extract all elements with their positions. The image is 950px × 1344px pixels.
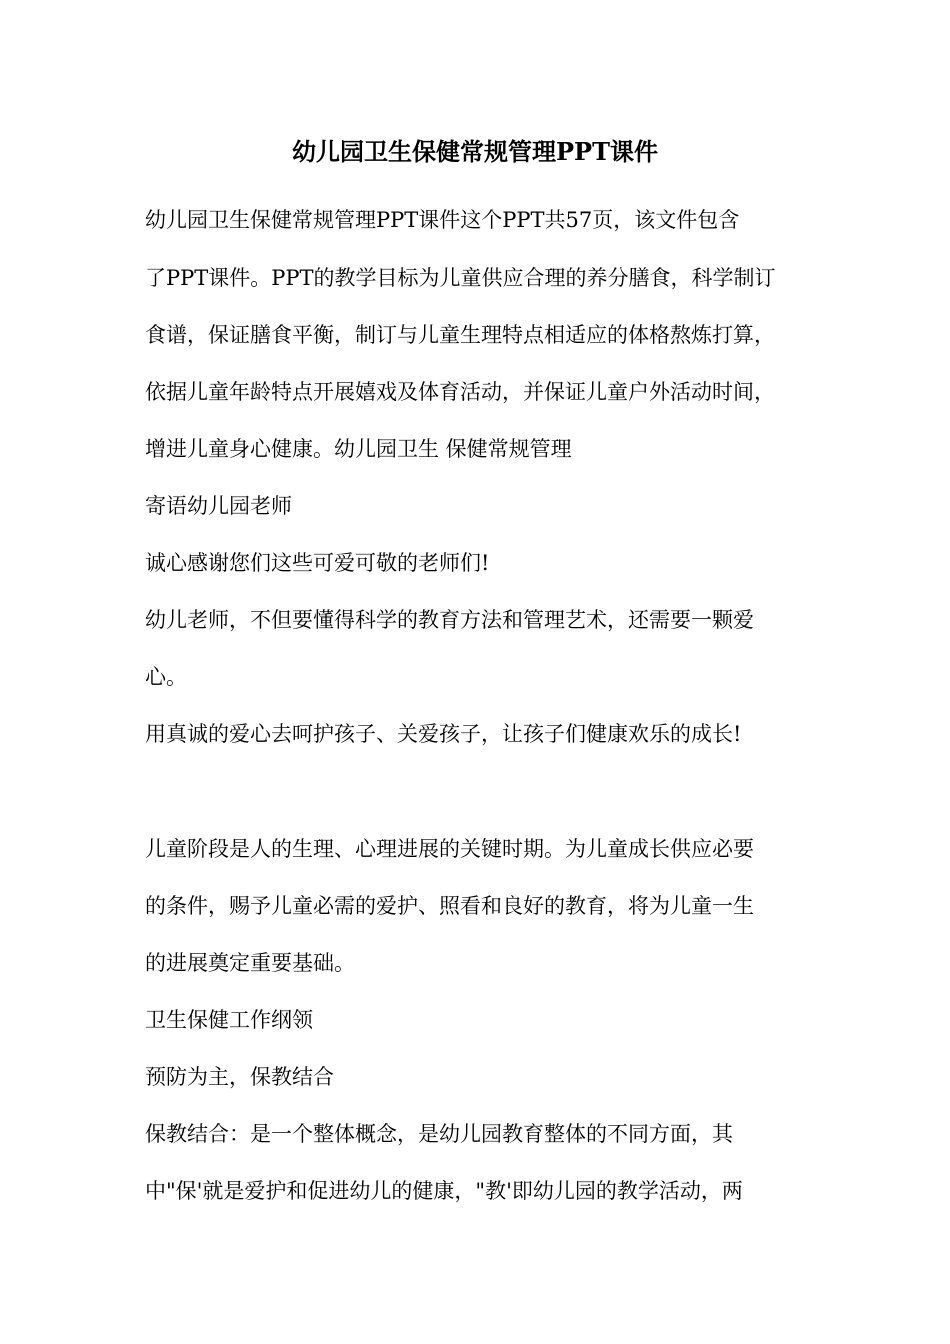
paragraph-line: 幼儿园卫生保健常规管理PPT课件这个PPT共57页，该文件包含 <box>145 208 740 232</box>
paragraph-line: 了PPT课件。PPT的教学目标为儿童供应合理的养分膳食，科学制订 <box>145 266 776 290</box>
paragraph-line: 的进展奠定重要基础。 <box>145 951 355 975</box>
paragraph-line: 卫生保健工作纲领 <box>145 1008 313 1032</box>
paragraph-line: 儿童阶段是人的生理、心理进展的关键时期。为儿童成长供应必要 <box>145 837 754 861</box>
paragraph-line: 的条件，赐予儿童必需的爱护、照看和良好的教育，将为儿童一生 <box>145 894 754 918</box>
paragraph-line: 依据儿童年龄特点开展嬉戏及体育活动，并保证儿童户外活动时间， <box>145 380 775 404</box>
paragraph-line: 保教结合：是一个整体概念，是幼儿园教育整体的不同方面，其 <box>145 1122 733 1146</box>
paragraph-line: 中"保'就是爱护和促进幼儿的健康，"教'即幼儿园的教学活动，两 <box>145 1179 743 1203</box>
paragraph-line: 预防为主，保教结合 <box>145 1065 334 1089</box>
paragraph-line: 寄语幼儿园老师 <box>145 494 292 518</box>
paragraph-line: 幼儿老师，不但要懂得科学的教育方法和管理艺术，还需要一颗爱 <box>145 608 754 632</box>
paragraph-line: 用真诚的爱心去呵护孩子、关爱孩子，让孩子们健康欢乐的成长! <box>145 722 742 746</box>
paragraph-line: 增进儿童身心健康。幼儿园卫生 保健常规管理 <box>145 437 572 461</box>
paragraph-line: 心。 <box>145 665 187 689</box>
paragraph-line: 诚心感谢您们这些可爱可敬的老师们! <box>145 551 490 575</box>
paragraph-line: 食谱，保证膳食平衡，制订与儿童生理特点相适应的体格熬炼打算， <box>145 323 775 347</box>
document-title: 幼儿园卫生保健常规管理PPT课件 <box>292 137 658 166</box>
